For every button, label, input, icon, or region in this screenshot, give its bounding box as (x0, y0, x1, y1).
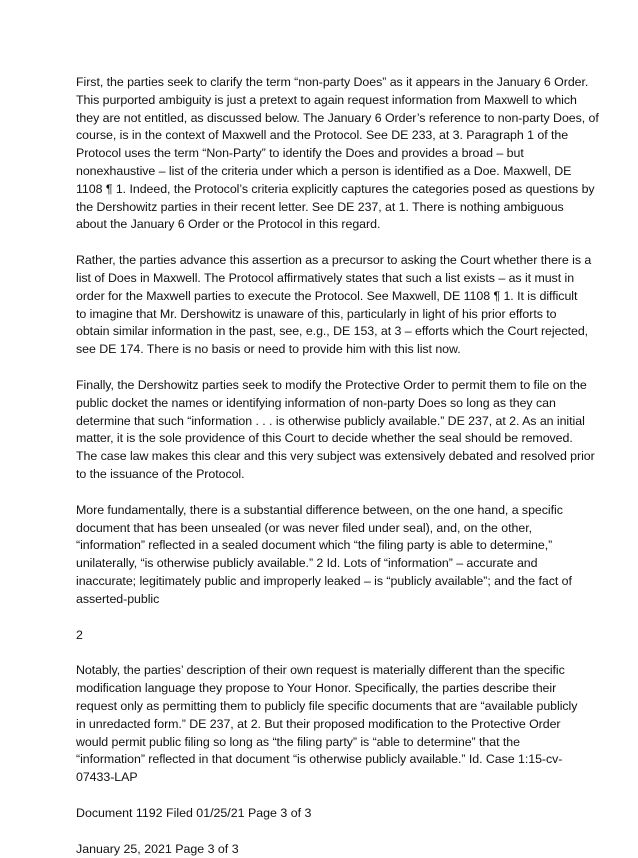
text-line: “information” reflected in that document “is otherwise publicly available.” Id. Case 1:15-cv- (76, 752, 563, 767)
text-line: Rather, the parties advance this assertion as a precursor to asking the Court whether there is a (76, 253, 592, 268)
text-line: request only as permitting them to publicly file specific documents that are “available publicly (76, 698, 578, 713)
text-line: order for the Maxwell parties to execute the Protocol. See Maxwell, DE 1108 ¶ 1. It is difficult (76, 288, 578, 303)
text-line: to the issuance of the Protocol. (76, 466, 245, 481)
text-line: “information” reflected in a sealed document which “the filing party is able to determine,” (76, 538, 553, 553)
text-line: modification language they propose to Your Honor. Specifically, the parties describe their (76, 681, 557, 696)
body-text (76, 74, 599, 609)
text-line: More fundamentally, there is a substantial difference between, on the one hand, a specific (76, 502, 563, 517)
page-number: 2 (76, 627, 83, 642)
text-line: Notably, the parties’ description of their own request is materially different than the specific (76, 663, 565, 678)
text-line: see DE 174. There is no basis or need to provide him with this list now. (76, 342, 461, 357)
paragraph-4 (76, 502, 580, 609)
text-line: unilaterally, “is otherwise publicly available.” 2 Id. Lots of “information” – accurate and (76, 556, 538, 571)
text-line: about the January 6 Order or the Protocol in this regard. (76, 217, 381, 232)
text-line: This purported ambiguity is just a pretext to again request information from Maxwell to which (76, 92, 577, 107)
text-line: document that has been unsealed (or was never filed under seal), and, on the other, (76, 520, 532, 535)
text-line: public docket the names or identifying information of non-party Does so long as they can (76, 395, 556, 410)
text-line: they are not entitled, as discussed below. The January 6 Order’s reference to non-party Does, of (76, 110, 599, 125)
text-line: nonexhaustive – list of the criteria under which a person is identified as a Doe. Maxwell, DE (76, 163, 572, 178)
text-line: course, is in the context of Maxwell and the Protocol. See DE 233, at 3. Paragraph 1 of the (76, 128, 569, 143)
text-line: the Dershowitz parties in their recent letter. See DE 237, at 1. There is nothing ambiguous (76, 199, 564, 214)
paragraph-1 (76, 74, 599, 234)
paragraph-5 (76, 662, 580, 787)
text-line: in unredacted form.” DE 237, at 2. But their proposed modification to the Protective Order (76, 716, 561, 731)
text-line: matter, it is the sole providence of this Court to decide whether the seal should be removed. (76, 431, 573, 446)
text-line: determine that such “information . . . is otherwise publicly available.” DE 237, at 2. As an initial (76, 413, 585, 428)
text-line: asserted-public (76, 591, 160, 606)
text-line: 1108 ¶ 1. Indeed, the Protocol’s criteria explicitly captures the categories posed as questions by (76, 181, 595, 196)
document-filing-line: Document 1192 Filed 01/25/21 Page 3 of 3 (76, 805, 312, 820)
text-line: The case law makes this clear and this very subject was extensively debated and resolved prior (76, 449, 595, 464)
paragraph-2 (76, 252, 592, 359)
text-line: obtain similar information in the past, see, e.g., DE 153, at 3 – efforts which the Court rejected, (76, 324, 589, 339)
date-line: January 25, 2021 Page 3 of 3 (76, 841, 239, 856)
text-line: Protocol uses the term “Non-Party” to identify the Does and provides a broad – but (76, 146, 524, 161)
text-line: First, the parties seek to clarify the term “non-party Does” as it appears in the January 6 Order. (76, 75, 589, 89)
text-line: to imagine that Mr. Dershowitz is unaware of this, particularly in light of his prior efforts to (76, 306, 557, 321)
paragraph-3 (76, 377, 595, 484)
text-line: would permit public filing so long as “the filing party” is “able to determine” that the (76, 734, 520, 749)
text-line: 07433-LAP (76, 770, 138, 785)
text-line: inaccurate; legitimately public and improperly leaked – is “publicly available”; and the fact of (76, 573, 572, 588)
text-line: list of Does in Maxwell. The Protocol affirmatively states that such a list exists – as it must in (76, 270, 575, 285)
text-line: Finally, the Dershowitz parties seek to modify the Protective Order to permit them to file on the (76, 377, 587, 392)
